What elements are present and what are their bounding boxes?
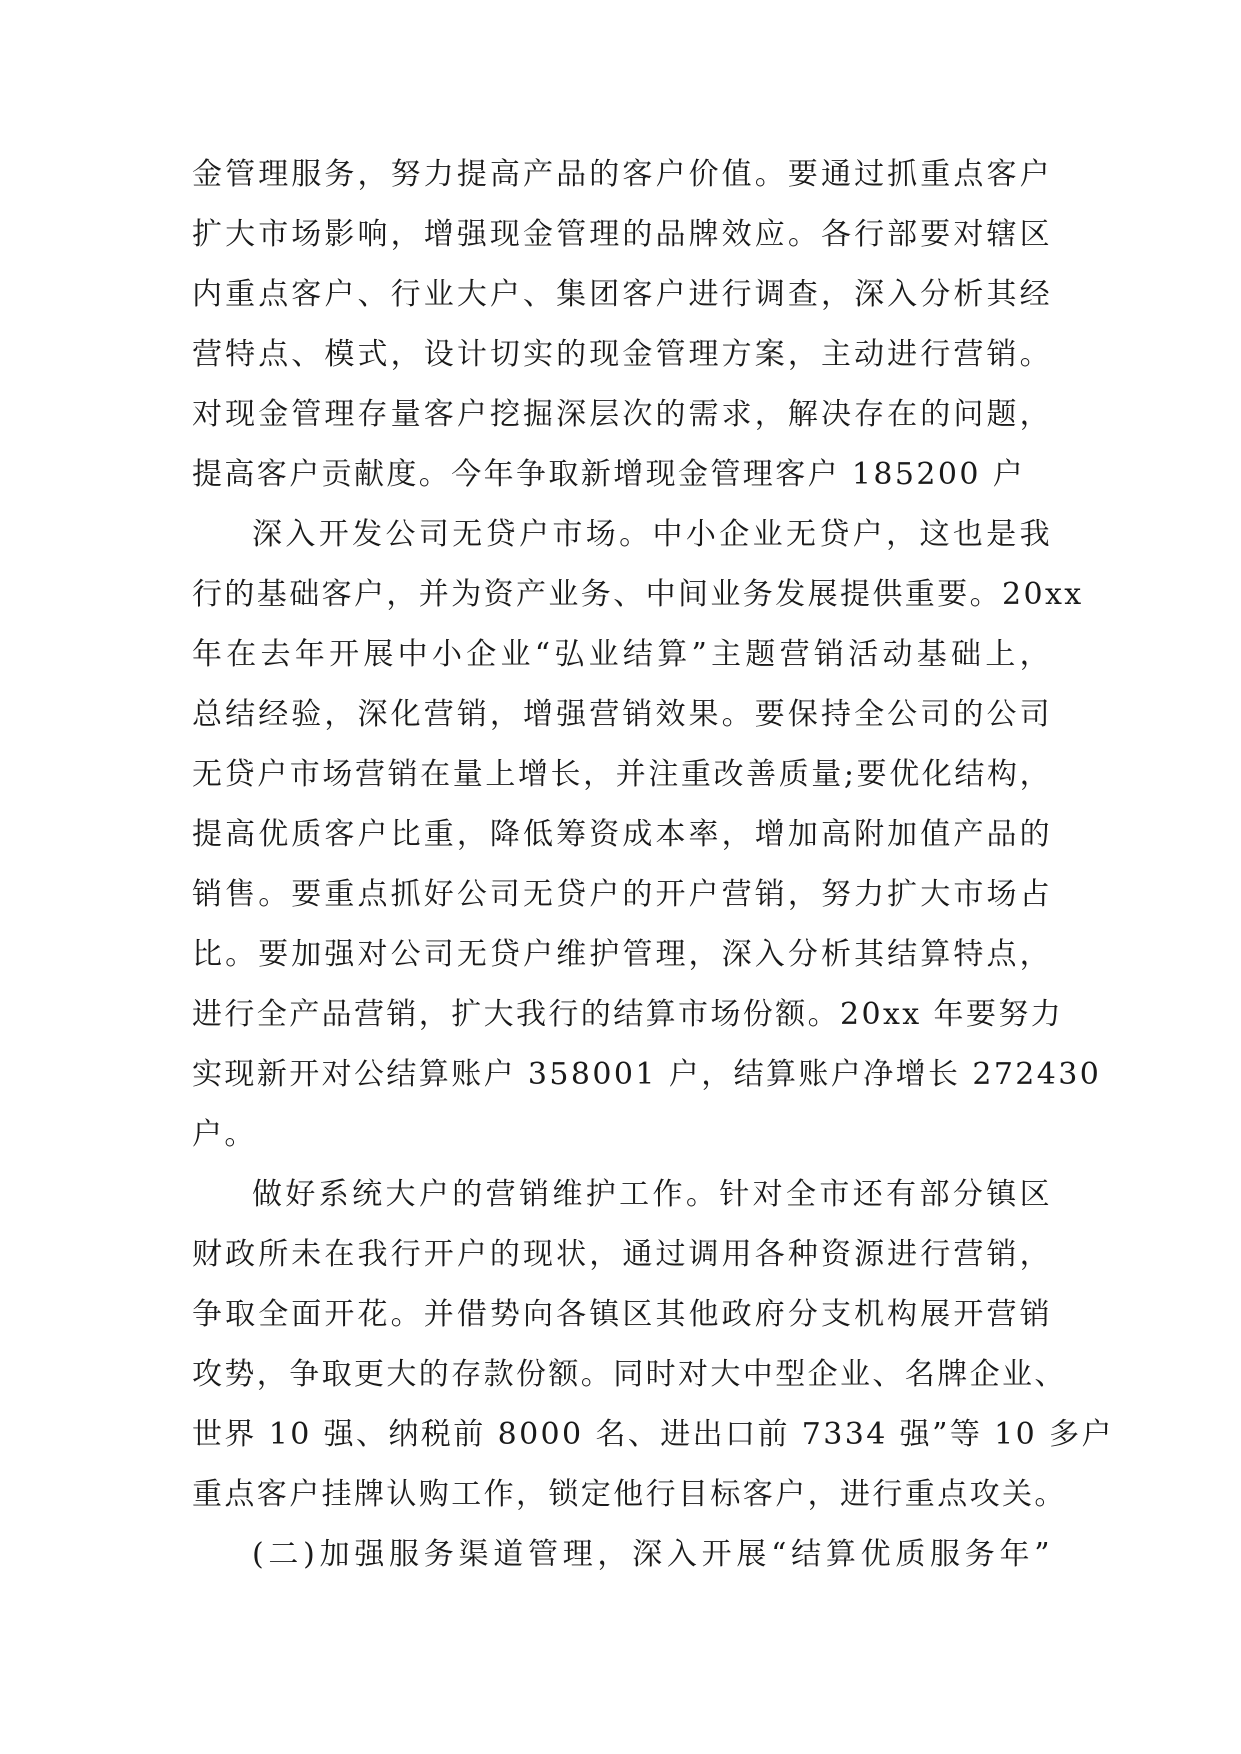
text-line: 营特点、模式，设计切实的现金管理方案，主动进行营销。 [192, 337, 1052, 372]
text-line: 内重点客户、行业大户、集团客户进行调查，深入分析其经 [192, 277, 1052, 312]
text-line: 重点客户挂牌认购工作，锁定他行目标客户，进行重点攻关。 [192, 1477, 1067, 1512]
text-line: 金管理服务，努力提高产品的客户价值。要通过抓重点客户 [192, 157, 1052, 192]
text-line: 提高客户贡献度。今年争取新增现金管理客户 185200 户 [192, 457, 1026, 492]
text-line: 销售。要重点抓好公司无贷户的开户营销，努力扩大市场占 [192, 877, 1052, 912]
text-line: 争取全面开花。并借势向各镇区其他政府分支机构展开营销 [192, 1297, 1052, 1332]
text-line: 户。 [192, 1117, 257, 1152]
text-line: 攻势，争取更大的存款份额。同时对大中型企业、名牌企业、 [192, 1357, 1067, 1392]
text-line: 比。要加强对公司无贷户维护管理，深入分析其结算特点， [192, 937, 1052, 972]
text-line: 行的基础客户，并为资产业务、中间业务发展提供重要。20xx [192, 577, 1084, 612]
text-line: 对现金管理存量客户挖掘深层次的需求，解决存在的问题， [192, 397, 1052, 432]
text-line: 扩大市场影响，增强现金管理的品牌效应。各行部要对辖区 [192, 217, 1052, 252]
text-line: 财政所未在我行开户的现状，通过调用各种资源进行营销， [192, 1237, 1052, 1272]
paragraph-first-line: 深入开发公司无贷户市场。中小企业无贷户，这也是我 [252, 517, 1052, 552]
section-heading-line: (二)加强服务渠道管理，深入开展“结算优质服务年” [252, 1537, 1052, 1572]
text-line: 无贷户市场营销在量上增长，并注重改善质量;要优化结构， [192, 757, 1052, 792]
text-line: 年在去年开展中小企业“弘业结算”主题营销活动基础上， [192, 637, 1052, 672]
text-line: 总结经验，深化营销，增强营销效果。要保持全公司的公司 [192, 697, 1052, 732]
text-line: 世界 10 强、纳税前 8000 名、进出口前 7334 强”等 10 多户 [192, 1417, 1114, 1452]
paragraph-first-line: 做好系统大户的营销维护工作。针对全市还有部分镇区 [252, 1177, 1052, 1212]
text-line: 实现新开对公结算账户 358001 户，结算账户净增长 272430 [192, 1057, 1102, 1092]
text-line: 进行全产品营销，扩大我行的结算市场份额。20xx 年要努力 [192, 997, 1064, 1032]
text-line: 提高优质客户比重，降低筹资成本率，增加高附加值产品的 [192, 817, 1052, 852]
